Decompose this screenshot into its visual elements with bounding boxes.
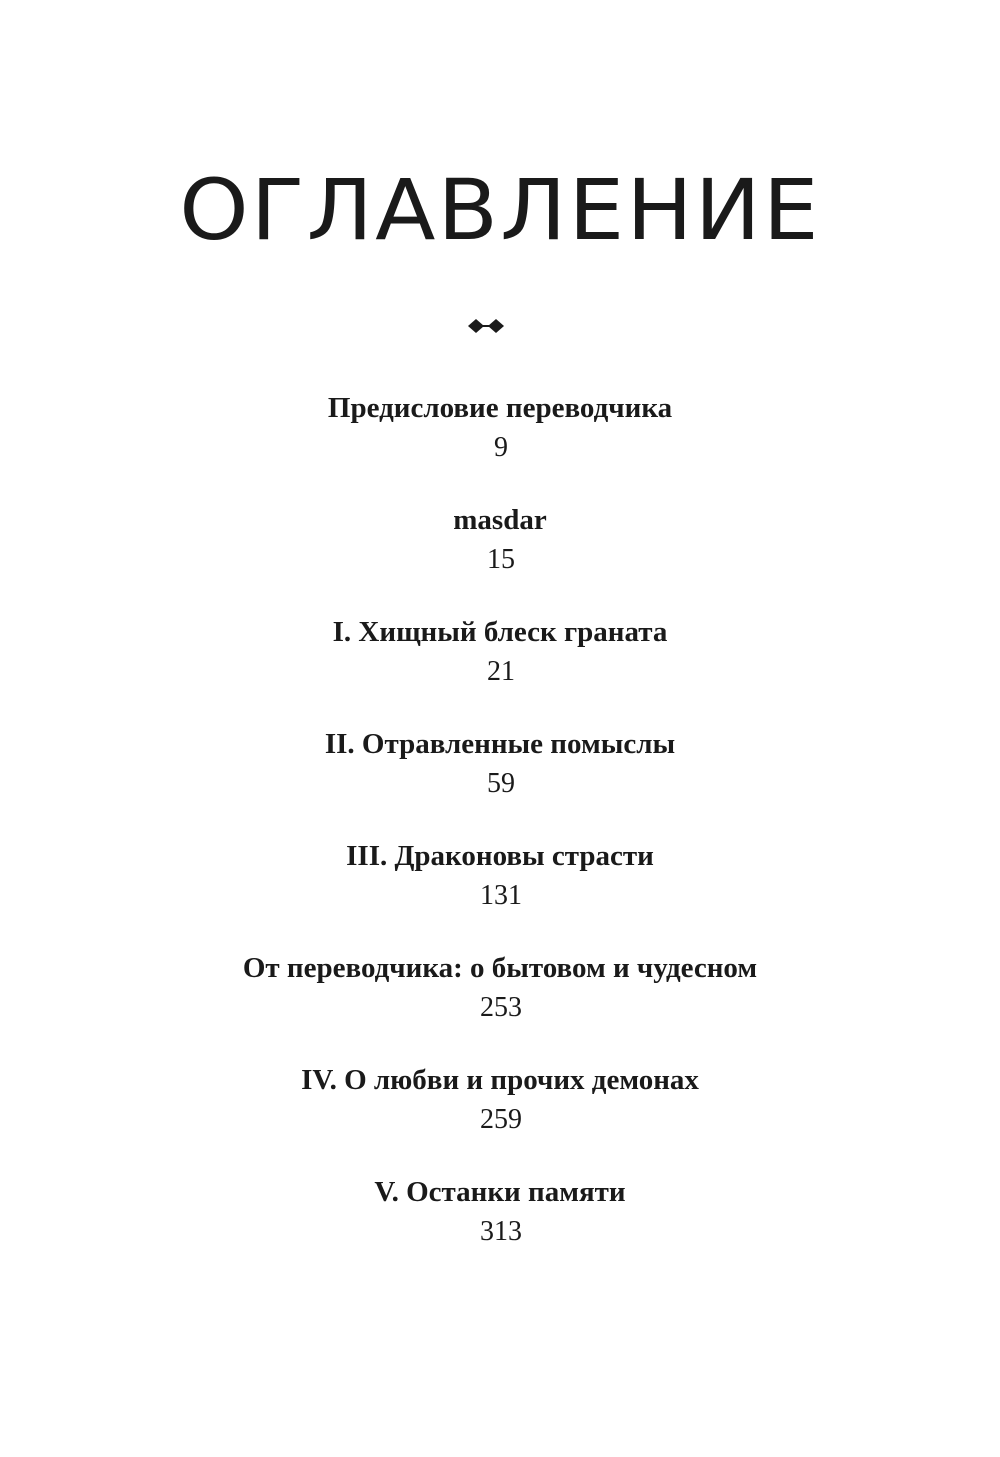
toc-entry[interactable]	[0, 388, 1000, 500]
toc-entry-title: От переводчика: о бытовом и чудесном	[242, 952, 758, 984]
toc-entry-page-number: 131	[480, 880, 522, 911]
toc-entry-page-number: 259	[480, 1104, 522, 1135]
toc-entry-page-number: 21	[487, 656, 515, 687]
toc-entry-page-number: 15	[487, 544, 515, 575]
page-title: ОГЛАВЛЕНИЕ	[179, 161, 821, 259]
toc-entry[interactable]	[0, 948, 1000, 1060]
toc-entry[interactable]	[0, 1060, 1000, 1172]
toc-entry-title: II. Отравленные помыслы	[324, 728, 676, 760]
double-diamond-ornament-icon	[466, 318, 506, 334]
toc-entry[interactable]	[0, 836, 1000, 948]
toc-entry-title: I. Хищный блеск граната	[332, 616, 668, 648]
toc-entry-title: IV. О любви и прочих демонах	[301, 1064, 699, 1096]
toc-entry[interactable]	[0, 500, 1000, 612]
toc-entry-title: III. Драконовы страсти	[346, 840, 654, 872]
toc-entry[interactable]	[0, 724, 1000, 836]
toc-entry-title: V. Останки памяти	[374, 1176, 626, 1208]
toc-entry-title: masdar	[453, 504, 547, 536]
toc-entry-page-number: 59	[487, 768, 515, 799]
toc-entry[interactable]	[0, 1172, 1000, 1284]
toc-entry-page-number: 253	[480, 992, 522, 1023]
table-of-contents	[0, 388, 1000, 1284]
toc-entry[interactable]	[0, 612, 1000, 724]
toc-entry-page-number: 9	[494, 432, 508, 463]
toc-entry-page-number: 313	[480, 1216, 522, 1247]
toc-entry-title: Предисловие переводчика	[327, 392, 673, 424]
